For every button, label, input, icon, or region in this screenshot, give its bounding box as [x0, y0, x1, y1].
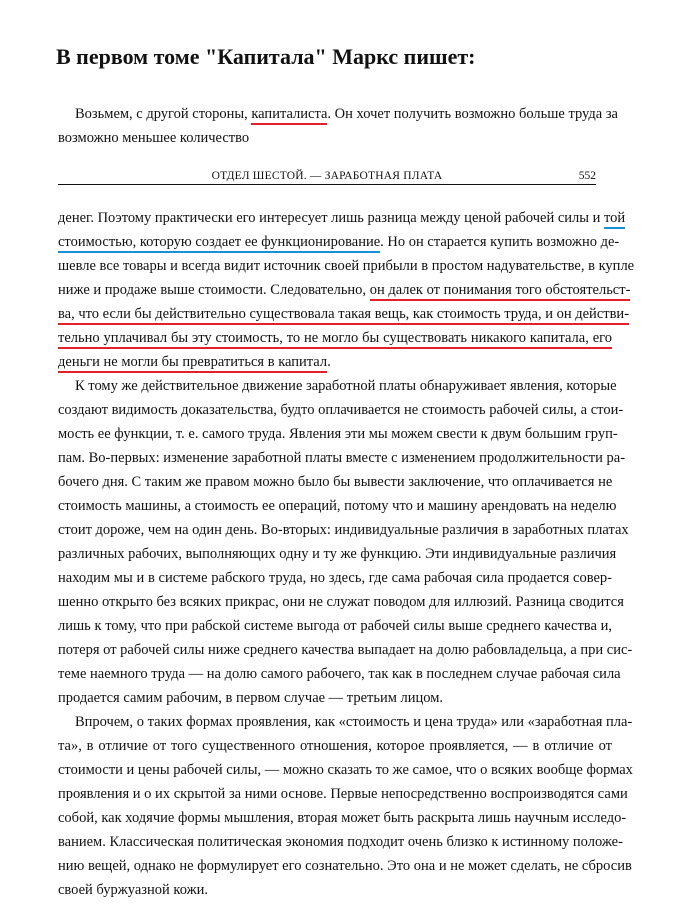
p2-line-2: создают видимость доказательства, будто оплачивается не стоимость рабочей силы, а стои- [58, 402, 624, 418]
p2-line-6: стоимость машины, а стоимость ее операций, потому что и машину арендовать на неделю [58, 498, 617, 514]
p1-line-6 [58, 328, 612, 348]
p2-line-7: стоит дороже, чем на один день. Во-вторых: индивидуальные различия в заработных платах [58, 522, 629, 538]
p1-line-2 [58, 232, 620, 252]
p2-line-1: К тому же действительное движение заработной платы обнаруживает явления, которые [75, 378, 617, 394]
running-head-title: ОТДЕЛ ШЕСТОЙ. — ЗАРАБОТНАЯ ПЛАТА [211, 170, 443, 182]
blue-highlight: стоимостью, которую создает ее функционирование [58, 234, 380, 253]
page-title: В первом томе "Капитала" Маркс пишет: [56, 44, 476, 69]
p2-line-14: продается самим рабочим, в первом случае — третьим лицом. [58, 690, 444, 706]
p2-line-5: бочего дня. С таким же правом можно было бы вывести заключение, что оплачивается не [58, 474, 613, 490]
red-highlight: он далек от понимания того обстоятельст- [370, 282, 631, 301]
p2-line-11: лишь к тому, что при рабской системе выгода от рабочей силы выше среднего качества и, [58, 618, 612, 634]
p3-line-5: собой, как ходячие формы мышления, вторая может быть раскрыта лишь научным исследо- [58, 810, 627, 826]
p1-line-7 [58, 352, 612, 372]
red-highlight: ва, что если бы действительно существовала такая вещь, как стоимость труда, и он действи- [58, 306, 629, 325]
p2-line-9: находим мы и в системе рабского труда, но здесь, где сама рабочая сила продается совер- [58, 570, 612, 586]
p3-line-2: та», в отличие от того существенного отношения, которое проявляется, — в отличие от [58, 738, 612, 754]
p2-line-8: различных рабочих, выполняющих одну и ту же функцию. Эти индивидуальные различия [58, 546, 617, 562]
blue-highlight: той [604, 210, 625, 229]
p3-line-4: проявления и о их скрытой за ними основе. Первые непосредственно воспроизводятся сами [58, 786, 628, 802]
p3-line-6: ванием. Классическая политическая экономия подходит очень близко к истинному положе- [58, 834, 623, 850]
text-fragment: Возьмем, с другой стороны, [75, 106, 252, 122]
red-highlight: деньги не могли бы превратиться в капитал [58, 354, 327, 373]
text-fragment: . [327, 354, 331, 370]
p3-line-3: стоимости и цены рабочей силы, — можно сказать то же самое, что о всяких вообще формах [58, 762, 633, 778]
p3-line-1: Впрочем, о таких формах проявления, как «стоимость и цена труда» или «заработная пла- [75, 714, 633, 730]
p3-line-7: нию вещей, однако не формулирует его сознательно. Это она и не может сделать, не сбросив [58, 858, 632, 874]
text-fragment: . Он хочет получить возможно больше труда за [327, 106, 618, 122]
p1-line-1 [58, 208, 626, 228]
p2-line-10: шенно открыто без всяких прикрас, они не служат поводом для иллюзий. Разница сводится [58, 594, 624, 610]
p1-line-3: шевле все товары и всегда видит источник своей прибыли в простом надувательстве, в купле [58, 258, 635, 274]
intro-line-2: возможно меньшее количество [58, 130, 250, 146]
page-number: 552 [578, 170, 596, 182]
p1-line-5 [58, 304, 630, 324]
p1-line-4 [58, 280, 631, 300]
p2-line-3: мость ее функции, т. е. самого труда. Явления эти мы можем свести к двум большим груп- [58, 426, 618, 442]
p2-line-12: потеря от рабочей силы ниже среднего качества выпадает на долю рабовладельца, а при сис- [58, 642, 633, 658]
running-head [58, 168, 596, 185]
p2-line-4: пам. Во-первых: изменение заработной платы вместе с изменением продолжительности ра- [58, 450, 626, 466]
intro-line-1 [58, 104, 618, 124]
text-fragment: ниже и продаже выше стоимости. Следовательно, [58, 282, 370, 298]
p2-line-13: теме наемного труда — на долю самого рабочего, так как в последнем случае рабочая сила [58, 666, 621, 682]
text-fragment: . Но он старается купить возможно де- [380, 234, 620, 250]
red-highlight: капиталиста [251, 106, 327, 125]
text-fragment: денег. Поэтому практически его интересует лишь разница между ценой рабочей силы и [58, 210, 605, 226]
red-highlight: тельно уплачивал бы эту стоимость, то не могло бы существовать никакого капитала, его [58, 330, 612, 349]
p3-line-8: своей буржуазной кожи. [58, 882, 208, 898]
